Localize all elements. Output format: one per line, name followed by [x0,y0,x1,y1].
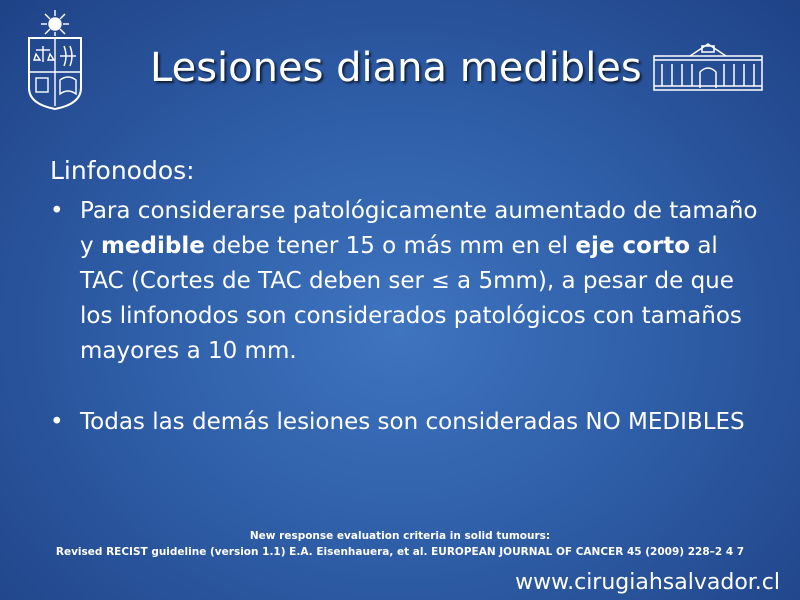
reference-line-2: Revised RECIST guideline (version 1.1) E.A. Eisenhauera, et al. EUROPEAN JOURNAL OF CANCER 45 (2009) 228–2 4 7 [55,546,745,558]
building-facade-icon [652,42,764,92]
slide-title: Lesiones diana medibles [150,45,642,91]
less-or-equal-symbol: ≤ [431,269,450,294]
bullet-icon: • [50,409,64,435]
bullet1-text: al TAC (Cortes de TAC deben ser [80,233,718,294]
bullet1-text: debe tener 15 o más mm en el [204,233,576,259]
reference-line-1: New response evaluation criteria in solid tumours: [249,530,551,542]
bullet-item-2 [50,405,765,440]
subheading: Linfonodos: [50,156,195,185]
bullet1-text: Para considerarse patológicamente aumentado de tamaño y [80,198,758,259]
bullet2-text: Todas las demás lesiones son consideradas NO MEDIBLES [80,409,745,435]
bullet-item-1 [50,194,765,369]
bullet1-bold-eje-corto: eje corto [575,233,691,259]
website-url: www.cirugiahsalvador.cl [515,570,780,595]
bullet-icon: • [50,198,64,224]
bullet1-bold-medible: medible [100,233,205,259]
bullet1-text: a 5mm), a pesar de que los linfonodos son considerados patológicos con tamaños mayores a 10 mm. [80,268,742,364]
slide-content [50,154,765,440]
university-crest-icon [24,10,86,110]
reference-citation [0,528,800,560]
